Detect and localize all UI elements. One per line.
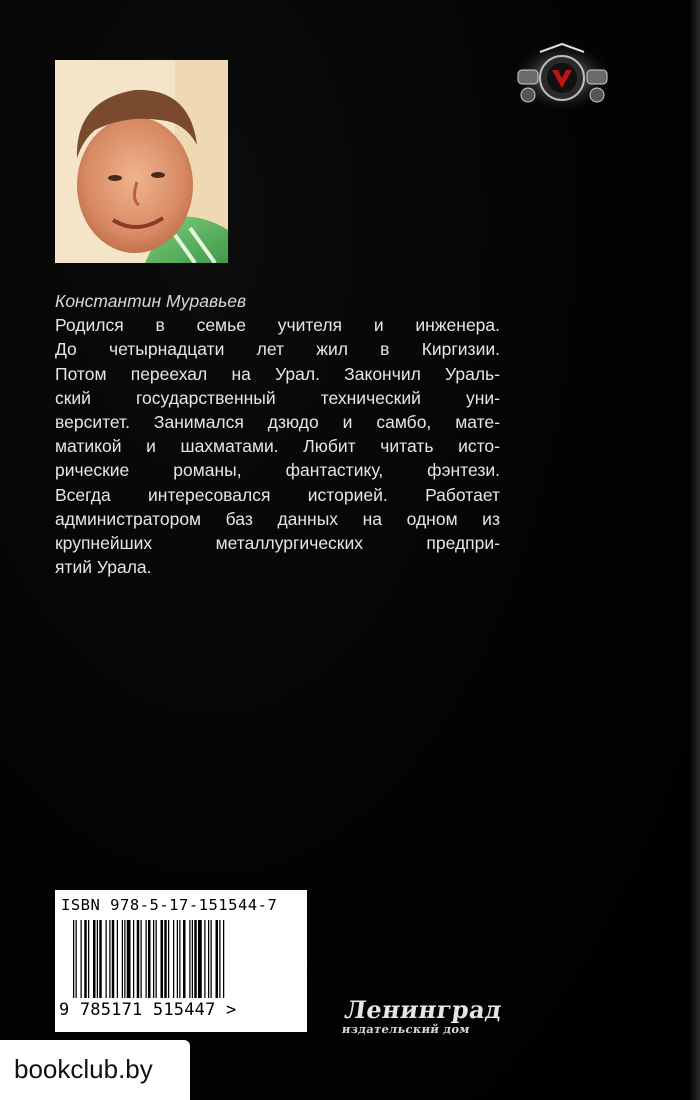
cover-spine-edge — [690, 0, 700, 1100]
bio-line: Всегда интересовался историей. Работает — [55, 484, 500, 505]
publisher-name: Ленинград — [342, 995, 505, 1024]
site-watermark — [0, 1040, 190, 1100]
barcode-bar — [84, 920, 87, 998]
barcode-bar — [223, 920, 224, 998]
barcode-bar — [137, 920, 140, 998]
barcode-bar — [124, 920, 125, 998]
bio-line: ятий Урала. — [55, 557, 152, 578]
barcode-bar — [216, 920, 219, 998]
barcode-bar — [146, 920, 147, 998]
barcode-bar — [211, 920, 212, 998]
author-portrait-image — [55, 60, 228, 263]
barcode-bar — [168, 920, 169, 998]
barcode-bar — [179, 920, 180, 998]
barcode-bar — [183, 920, 186, 998]
bio-line: верситет. Занимался дзюдо и самбо, мате- — [55, 412, 500, 433]
barcode-bar — [76, 920, 77, 998]
bio-line: Родился в семье учителя и инженера. — [55, 315, 500, 336]
barcode-bar — [97, 920, 98, 998]
author-photo — [55, 60, 228, 263]
isbn-label: ISBN 978-5-17-151544-7 — [61, 896, 278, 914]
barcode-bar — [153, 920, 154, 998]
barcode-bar — [88, 920, 89, 998]
barcode-bar — [109, 920, 110, 998]
barcode-bar — [192, 920, 193, 998]
author-name: Константин Муравьев — [55, 291, 247, 311]
barcode-bar — [112, 920, 115, 998]
author-bio — [55, 289, 500, 579]
barcode-bar — [156, 920, 157, 998]
barcode-bar — [93, 920, 96, 998]
barcode-bar — [189, 920, 190, 998]
bio-line: матикой и шахматами. Любит читать исто- — [55, 436, 500, 457]
barcode-bar — [122, 920, 123, 998]
bio-line: До четырнадцати лет жил в Киргизии. — [55, 339, 500, 360]
barcode-bar — [194, 920, 197, 998]
bio-line: ский государственный технический уни- — [55, 387, 500, 408]
publisher-logo — [340, 995, 520, 1040]
publisher-subtitle: издательский дом — [341, 1022, 471, 1036]
barcode-bar — [133, 920, 134, 998]
barcode-bars — [59, 920, 303, 1000]
series-emblem-icon — [510, 40, 615, 115]
barcode-bar — [106, 920, 107, 998]
barcode-bar — [164, 920, 167, 998]
barcode-bar — [81, 920, 82, 998]
barcode-digits: 9 785171 515447 > — [59, 1000, 237, 1020]
barcode-bar — [148, 920, 151, 998]
barcode-bar — [219, 920, 220, 998]
watermark-text: bookclub.by — [14, 1054, 153, 1084]
barcode-bar — [99, 920, 102, 998]
barcode-bar — [141, 920, 142, 998]
barcode-bar — [204, 920, 205, 998]
barcode-bar — [161, 920, 164, 998]
barcode-bar — [177, 920, 178, 998]
barcode-bar — [73, 920, 74, 998]
isbn-barcode — [55, 890, 307, 1032]
barcode-bar — [173, 920, 174, 998]
barcode-bar — [117, 920, 118, 998]
bio-line: крупнейших металлургических предпри- — [55, 533, 500, 554]
bio-line: администратором баз данных на одном из — [55, 508, 500, 529]
bio-line: рические романы, фантастику, фэнтези. — [55, 460, 500, 481]
barcode-bar — [208, 920, 209, 998]
barcode-bar — [127, 920, 131, 998]
bio-line: Потом переехал на Урал. Закончил Ураль- — [55, 363, 500, 384]
barcode-bar — [198, 920, 202, 998]
